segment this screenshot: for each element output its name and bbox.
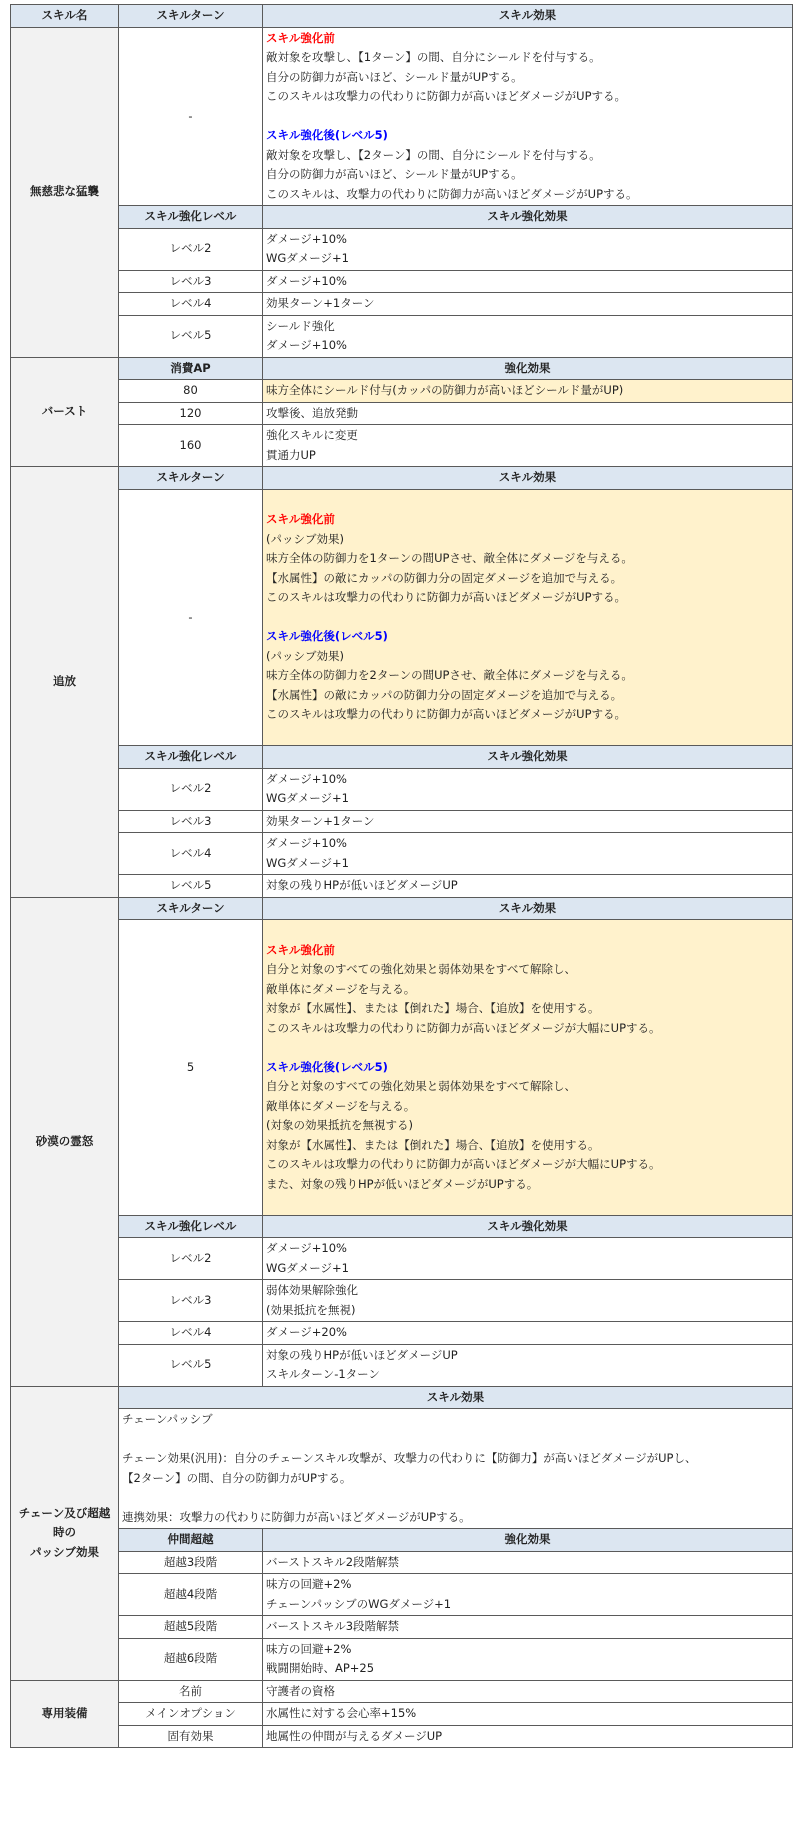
text-line: ダメージ+10%	[266, 1241, 347, 1255]
text-line: (効果抵抗を無視)	[266, 1302, 356, 1317]
level-effect	[263, 270, 793, 293]
burst-ap: 80	[119, 380, 263, 403]
text-line: 対象の残りHPが低いほどダメージUP	[266, 878, 458, 892]
transcend-header: 仲間超越	[119, 1529, 263, 1552]
equip-label: メインオプション	[119, 1703, 263, 1726]
text-line: シールド強化	[266, 318, 335, 333]
s3-level-header-row	[11, 1215, 793, 1238]
s1-effect	[263, 27, 793, 206]
text-line: 戦闘開始時、AP+25	[266, 1661, 375, 1675]
s2-effect-header: スキル効果	[263, 467, 793, 490]
s3-name: 砂漠の霊怒	[11, 897, 119, 1386]
s2-lv3-row	[11, 810, 793, 833]
blank-line	[266, 921, 789, 941]
s1-lv4-row	[11, 293, 793, 316]
s1-after-lines	[266, 146, 789, 205]
text-line: (パッシブ効果)	[266, 648, 344, 663]
level-label: レベル2	[119, 768, 263, 810]
level-effect	[263, 875, 793, 898]
blank-line	[266, 491, 789, 511]
level-effect	[263, 1344, 793, 1386]
burst-effect-header: 強化効果	[263, 357, 793, 380]
text-line: ダメージ+10%	[266, 771, 347, 786]
skill-table	[10, 4, 793, 1748]
text-line: 攻撃後、追放発動	[266, 405, 358, 420]
transcend-effect	[263, 1574, 793, 1616]
s2-lv4-row	[11, 833, 793, 875]
level-label: レベル4	[119, 293, 263, 316]
text-line: ダメージ+10%	[266, 273, 347, 288]
transcend-row-5	[11, 1616, 793, 1639]
level-effect	[263, 1322, 793, 1345]
equip-value: 水属性に対する会心率+15%	[263, 1703, 793, 1726]
transcend-label: 超越4段階	[119, 1574, 263, 1616]
text-line: 敵対象を攻撃し、【1ターン】の間、自分にシールドを付与する。	[266, 50, 601, 64]
s3-lv4-row	[11, 1322, 793, 1345]
s2-before-lines	[266, 530, 789, 608]
text-line: スキルターン-1ターン	[266, 1367, 380, 1381]
s1-before-lines	[266, 48, 789, 107]
transcend-row-6	[11, 1638, 793, 1680]
text-line: 【水属性】の敵にカッパの防御力分の固定ダメージを追加で与える。	[266, 570, 623, 585]
level-effect	[263, 810, 793, 833]
s1-lv2-row	[11, 228, 793, 270]
text-line: このスキルは攻撃力の代わりに防御力が高いほどダメージが大幅にUPする。	[266, 1157, 661, 1171]
text-line: 対象の残りHPが低いほどダメージUP	[266, 1347, 458, 1362]
s3-effect-header: スキル効果	[263, 897, 793, 920]
text-line: (パッシブ効果)	[266, 531, 344, 546]
s1-turn: -	[119, 27, 263, 206]
text-line: WGダメージ+1	[266, 251, 350, 265]
level-label: レベル3	[119, 810, 263, 833]
chain-main-row	[11, 1409, 793, 1529]
s1-main-row	[11, 27, 793, 206]
level-label: レベル4	[119, 1322, 263, 1345]
transcend-effect-header: 強化効果	[263, 1529, 793, 1552]
chain-name-line-2: パッシブ効果	[30, 1544, 99, 1559]
text-line: バーストスキル3段階解禁	[266, 1619, 400, 1633]
blank-line	[266, 107, 789, 127]
text-line: 味方全体の防御力を2ターンの間UPさせ、敵全体にダメージを与える。	[266, 668, 633, 682]
level-label: レベル3	[119, 1280, 263, 1322]
transcend-label: 超越6段階	[119, 1638, 263, 1680]
equip-row-1	[11, 1680, 793, 1703]
transcend-row-3	[11, 1551, 793, 1574]
s3-lv2-row	[11, 1238, 793, 1280]
s2-after-lines	[266, 647, 789, 725]
header-skill-turn: スキルターン	[119, 5, 263, 28]
level-label: レベル5	[119, 1344, 263, 1386]
burst-row-3	[11, 425, 793, 467]
skill-table-container	[10, 4, 792, 1748]
transcend-label: 超越5段階	[119, 1616, 263, 1639]
blank-line	[122, 1488, 789, 1508]
s2-name: 追放	[11, 467, 119, 898]
text-line: WGダメージ+1	[266, 791, 350, 805]
s2-turn-header: スキルターン	[119, 467, 263, 490]
text-line: 自分と対象のすべての強化効果と弱体効果をすべて解除し、	[266, 962, 577, 976]
chain-effect-line-1: チェーン効果(汎用)：自分のチェーンスキル攻撃が、攻撃力の代わりに【防御力】が高いほどダメージがUPし、	[122, 1451, 697, 1465]
chain-name	[11, 1386, 119, 1680]
blank-line	[266, 1194, 789, 1214]
transcend-label: 超越3段階	[119, 1551, 263, 1574]
burst-effect	[263, 425, 793, 467]
s3-lv3-row	[11, 1280, 793, 1322]
level-label: レベル4	[119, 833, 263, 875]
s3-after-lines	[266, 1077, 789, 1194]
transcend-row-4	[11, 1574, 793, 1616]
s3-main-row	[11, 920, 793, 1216]
burst-row-2	[11, 402, 793, 425]
burst-ap-header: 消費AP	[119, 357, 263, 380]
equip-row-2	[11, 1703, 793, 1726]
level-label: レベル5	[119, 315, 263, 357]
s2-main-row	[11, 489, 793, 746]
burst-effect	[263, 402, 793, 425]
text-line: ダメージ+10%	[266, 836, 347, 850]
equip-label: 固有効果	[119, 1725, 263, 1748]
s1-after-label: スキル強化後(レベル5)	[266, 128, 388, 142]
header-skill-effect: スキル効果	[263, 5, 793, 28]
s2-level-effect-header: スキル強化効果	[263, 746, 793, 769]
text-line: 貫通力UP	[266, 447, 316, 462]
s1-level-header: スキル強化レベル	[119, 206, 263, 229]
text-line: また、対象の残りHPが低いほどダメージがUPする。	[266, 1176, 539, 1191]
chain-name-line-1: チェーン及び超越時の	[18, 1505, 111, 1540]
transcend-header-row	[11, 1529, 793, 1552]
equip-value: 地属性の仲間が与えるダメージUP	[263, 1725, 793, 1748]
blank-line	[266, 1038, 789, 1058]
burst-row-1	[11, 380, 793, 403]
chain-effect	[119, 1409, 793, 1529]
text-line: 味方の回避+2%	[266, 1641, 352, 1656]
burst-ap: 160	[119, 425, 263, 467]
equip-label: 名前	[119, 1680, 263, 1703]
s1-lv3-row	[11, 270, 793, 293]
text-line: 味方の回避+2%	[266, 1577, 352, 1591]
chain-effect-line-2: 【2ターン】の間、自分の防御力がUPする。	[122, 1470, 352, 1485]
blank-line	[122, 1430, 789, 1450]
header-skill-name: スキル名	[11, 5, 119, 28]
text-line: 自分の防御力が高いほど、シールド量がUPする。	[266, 69, 523, 84]
s1-before-label: スキル強化前	[266, 30, 335, 45]
chain-effect-header: スキル効果	[119, 1386, 793, 1409]
text-line: 味方全体にシールド付与(カッパの防御力が高いほどシールド量がUP)	[266, 383, 624, 397]
transcend-effect	[263, 1638, 793, 1680]
burst-header-row	[11, 357, 793, 380]
text-line: チェーンパッシブのWGダメージ+1	[266, 1596, 452, 1611]
chain-link-effect: 連携効果：攻撃力の代わりに防御力が高いほどダメージがUPする。	[122, 1509, 471, 1524]
text-line: ダメージ+10%	[266, 338, 347, 352]
s2-after-label: スキル強化後(レベル5)	[266, 629, 388, 643]
text-line: このスキルは攻撃力の代わりに防御力が高いほどダメージがUPする。	[266, 89, 627, 103]
s2-level-header: スキル強化レベル	[119, 746, 263, 769]
s3-level-effect-header: スキル強化効果	[263, 1215, 793, 1238]
text-line: WGダメージ+1	[266, 855, 350, 870]
s3-effect	[263, 920, 793, 1216]
text-line: このスキルは攻撃力の代わりに防御力が高いほどダメージが大幅にUPする。	[266, 1020, 661, 1035]
text-line: 敵単体にダメージを与える。	[266, 1098, 416, 1113]
s3-level-header: スキル強化レベル	[119, 1215, 263, 1238]
s2-lv2-row	[11, 768, 793, 810]
transcend-effect	[263, 1551, 793, 1574]
text-line: 弱体効果解除強化	[266, 1283, 358, 1297]
burst-name: バースト	[11, 357, 119, 467]
level-effect	[263, 1238, 793, 1280]
text-line: 効果ターン+1ターン	[266, 296, 375, 310]
s3-before-lines	[266, 960, 789, 1038]
text-line: ダメージ+10%	[266, 231, 347, 246]
s1-lv5-row	[11, 315, 793, 357]
table-header-row	[11, 5, 793, 28]
text-line: 味方全体の防御力を1ターンの間UPさせ、敵全体にダメージを与える。	[266, 551, 633, 565]
s1-name: 無慈悲な猛襲	[11, 27, 119, 357]
level-effect	[263, 228, 793, 270]
chain-header-row	[11, 1386, 793, 1409]
level-effect	[263, 1280, 793, 1322]
text-line: このスキルは、攻撃力の代わりに防御力が高いほどダメージがUPする。	[266, 186, 638, 201]
s2-lv5-row	[11, 875, 793, 898]
s1-level-header-row	[11, 206, 793, 229]
s1-level-effect-header: スキル強化効果	[263, 206, 793, 229]
text-line: 【水属性】の敵にカッパの防御力分の固定ダメージを追加で与える。	[266, 687, 623, 702]
text-line: WGダメージ+1	[266, 1260, 350, 1275]
s2-level-header-row	[11, 746, 793, 769]
s2-before-label: スキル強化前	[266, 512, 335, 526]
text-line: バーストスキル2段階解禁	[266, 1554, 400, 1569]
level-effect	[263, 768, 793, 810]
blank-line	[266, 725, 789, 745]
level-label: レベル2	[119, 228, 263, 270]
s3-turn-header: スキルターン	[119, 897, 263, 920]
text-line: 自分の防御力が高いほど、シールド量がUPする。	[266, 167, 523, 181]
text-line: このスキルは攻撃力の代わりに防御力が高いほどダメージがUPする。	[266, 707, 627, 721]
s3-before-label: スキル強化前	[266, 942, 335, 957]
equip-name: 専用装備	[11, 1680, 119, 1748]
text-line: 効果ターン+1ターン	[266, 813, 375, 828]
burst-ap: 120	[119, 402, 263, 425]
chain-title: チェーンパッシブ	[122, 1412, 213, 1426]
text-line: (対象の効果抵抗を無視する)	[266, 1118, 413, 1132]
text-line: ダメージ+20%	[266, 1325, 347, 1339]
s3-after-label: スキル強化後(レベル5)	[266, 1059, 388, 1074]
text-line: 敵単体にダメージを与える。	[266, 981, 416, 996]
text-line: 敵対象を攻撃し、【2ターン】の間、自分にシールドを付与する。	[266, 147, 601, 162]
blank-line	[266, 608, 789, 628]
level-label: レベル3	[119, 270, 263, 293]
level-label: レベル2	[119, 1238, 263, 1280]
level-effect	[263, 833, 793, 875]
text-line: 対象が【水属性】、または【倒れた】場合、【追放】を使用する。	[266, 1137, 600, 1152]
text-line: 自分と対象のすべての強化効果と弱体効果をすべて解除し、	[266, 1079, 577, 1093]
text-line: 強化スキルに変更	[266, 428, 358, 442]
text-line: 対象が【水属性】、または【倒れた】場合、【追放】を使用する。	[266, 1001, 600, 1015]
s3-lv5-row	[11, 1344, 793, 1386]
s2-effect	[263, 489, 793, 746]
equip-value: 守護者の資格	[263, 1680, 793, 1703]
level-label: レベル5	[119, 875, 263, 898]
transcend-effect	[263, 1616, 793, 1639]
level-effect	[263, 293, 793, 316]
s2-header-row	[11, 467, 793, 490]
s3-header-row	[11, 897, 793, 920]
s2-turn: -	[119, 489, 263, 746]
s3-turn: 5	[119, 920, 263, 1216]
level-effect	[263, 315, 793, 357]
burst-effect	[263, 380, 793, 403]
equip-row-3	[11, 1725, 793, 1748]
text-line: このスキルは攻撃力の代わりに防御力が高いほどダメージがUPする。	[266, 590, 627, 604]
